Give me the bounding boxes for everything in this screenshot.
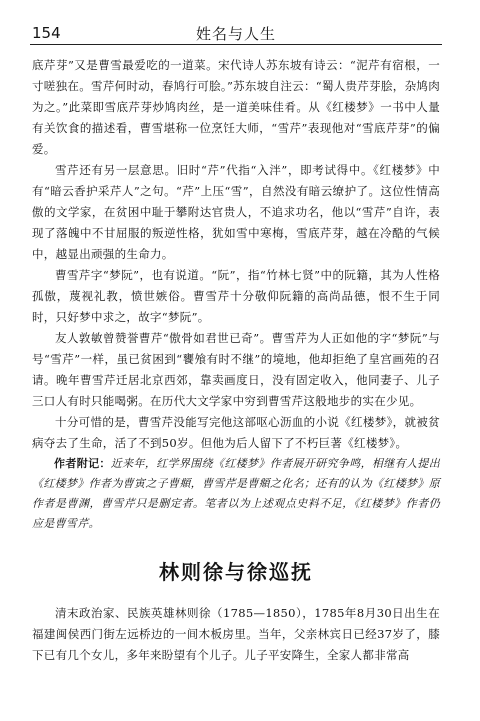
- section-title: 林则徐与徐巡抚: [159, 560, 313, 584]
- author-note: [32, 454, 440, 534]
- section-paragraph: 清末政治家、民族英雄林则徐（1785—1850），1785年8月30日出生在福建闽侯西门街左远桥边的一间木板房里。当年，父亲林宾日已经37岁了，膝下已有几个女儿，多年来盼望有个儿子。儿子平安降生，全家人都非常高: [32, 606, 440, 662]
- author-note-label: 作者附记：: [54, 457, 111, 470]
- page-header: [30, 22, 442, 45]
- body-paragraph: 友人敦敏曾赞誉曹芹“傲骨如君世已奇”。曹雪芹为人正如他的字“梦阮”与号“雪芹”一样，虽已贫困到“饔飧有时不继”的境地，他却拒绝了皇宫画苑的召请。晚年曹雪芹迁居北京西郊，靠卖画度日，没有固定收入，他同妻子、儿子三口人有时只能喝粥。在历代大文学家中穷到曹雪芹这般地步的实在少见。: [32, 331, 440, 408]
- body-paragraph: 雪芹还有另一层意思。旧时“芹”代指“入泮”，即考试得中。《红楼梦》中有“暗云香护采芹人”之句。“芹”上压“雪”，自然没有暗云缭护了。这位性情高傲的文学家，在贫困中耻于攀附达官贵人，不追求功名，他以“雪芹”自许，表现了落魄中不甘屈服的叛逆性格，犹如雪中寒梅，雪底芹芽，越在冷酷的气候中，越显出顽强的生命力。: [32, 163, 440, 261]
- page-number: 154: [32, 24, 61, 42]
- running-title: 姓名与人生: [195, 25, 276, 43]
- author-note-text: 近来年，红学界围绕《红楼梦》作者展开研究争鸣，相继有人提出《红楼梦》作者为曹寅之子曹頫，曹雪芹是曹頫之化名；还有的认为《红楼梦》原作者是曹渊，曹雪芹只是删定者。笔者以为上述观点史料不足，《红楼梦》作者仍应是曹雪芹。: [32, 457, 441, 530]
- body-paragraph: 十分可惜的是，曹雪芹没能写完他这部呕心沥血的小说《红楼梦》，就被贫病夺去了生命，活了不到50岁。但他为后人留下了不朽巨著《红楼梦》。: [32, 415, 440, 450]
- page-body: [32, 55, 440, 666]
- body-paragraph: 曹雪芹字“梦阮”，也有说道。“阮”，指“竹林七贤”中的阮籍，其为人性格孤傲，蔑视礼教，愤世嫉俗。曹雪芹十分敬仰阮籍的高尚品德，恨不生于同时，只好梦中求之，故字“梦阮”。: [32, 268, 440, 324]
- body-paragraph: 底芹芽”又是曹雪最爱吃的一道菜。宋代诗人苏东坡有诗云：“泥芹有宿根，一寸嗟独在。雪芹何时动，春鸠行可脍。”苏东坡自注云：“蜀人贵芹芽脍，杂鸠肉为之。”此菜即雪底芹芽炒鸠肉丝，是一道美味佳肴。从《红楼梦》一书中人量有关饮食的描述看，曹雪堪称一位烹饪大师，“雪芹”表现他对“雪底芹芽”的偏爱。: [32, 58, 440, 156]
